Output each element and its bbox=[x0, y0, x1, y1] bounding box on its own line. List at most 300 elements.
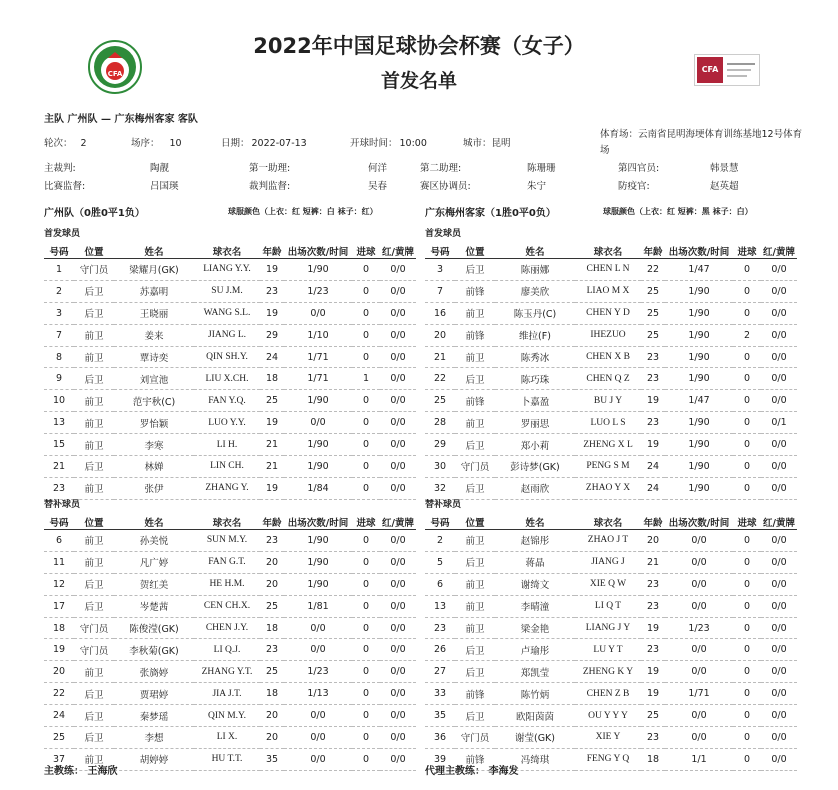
cell-age: 19 bbox=[641, 661, 665, 683]
cell-position: 后卫 bbox=[455, 434, 495, 456]
cell-shirt-name: QIN M.Y. bbox=[194, 705, 260, 727]
cell-name: 罗丽思 bbox=[495, 412, 575, 434]
cell-shirt-name: LI Q.J. bbox=[194, 639, 260, 661]
cell-goals: 0 bbox=[352, 456, 380, 478]
cell-shirt-name: CHEN Q Z bbox=[575, 368, 641, 390]
cell-number: 25 bbox=[425, 390, 455, 412]
cell-position: 后卫 bbox=[74, 456, 114, 478]
away-coach: 代理主教练： 李海发 bbox=[425, 766, 519, 777]
cell-goals: 0 bbox=[352, 259, 380, 281]
cell-appearances: 1/90 bbox=[284, 390, 352, 412]
cell-name: 李寒 bbox=[114, 434, 194, 456]
cell-shirt-name: BU J Y bbox=[575, 390, 641, 412]
cell-appearances: 1/90 bbox=[665, 302, 733, 324]
table-row bbox=[44, 551, 416, 573]
cell-shirt-name: SUN M.Y. bbox=[194, 530, 260, 552]
cell-name: 李晴潼 bbox=[495, 595, 575, 617]
cell-shirt-name: CHEN Y D bbox=[575, 302, 641, 324]
cell-number: 33 bbox=[425, 683, 455, 705]
cell-age: 20 bbox=[260, 573, 284, 595]
cell-cards: 0/0 bbox=[380, 390, 416, 412]
cell-age: 29 bbox=[260, 324, 284, 346]
cell-name: 陈俊滢(GK) bbox=[114, 617, 194, 639]
cell-age: 19 bbox=[641, 390, 665, 412]
cell-goals: 0 bbox=[352, 324, 380, 346]
cell-position: 前卫 bbox=[74, 434, 114, 456]
table-row bbox=[425, 368, 797, 390]
round-info: 轮次： 2 bbox=[44, 138, 87, 149]
cell-appearances: 1/90 bbox=[284, 456, 352, 478]
cell-position: 后卫 bbox=[455, 477, 495, 499]
cell-appearances: 1/90 bbox=[665, 412, 733, 434]
column-header-number: 号码 bbox=[44, 244, 74, 259]
cell-position: 前卫 bbox=[74, 530, 114, 552]
cell-age: 24 bbox=[260, 346, 284, 368]
cell-shirt-name: PENG S M bbox=[575, 456, 641, 478]
cell-position: 前卫 bbox=[455, 346, 495, 368]
cell-position: 后卫 bbox=[455, 705, 495, 727]
cell-age: 19 bbox=[260, 412, 284, 434]
cell-cards: 0/0 bbox=[761, 748, 797, 770]
column-header-appearances: 出场次数/时间 bbox=[665, 244, 733, 259]
column-header-position: 位置 bbox=[455, 515, 495, 530]
cell-goals: 1 bbox=[352, 368, 380, 390]
column-header-number: 号码 bbox=[425, 515, 455, 530]
cell-cards: 0/0 bbox=[380, 705, 416, 727]
cell-goals: 0 bbox=[352, 551, 380, 573]
cell-name: 梁金艳 bbox=[495, 617, 575, 639]
cell-goals: 0 bbox=[352, 530, 380, 552]
table-row bbox=[44, 456, 416, 478]
column-header-cards: 红/黄牌 bbox=[380, 244, 416, 259]
cell-cards: 0/0 bbox=[761, 617, 797, 639]
column-header-age: 年龄 bbox=[641, 244, 665, 259]
cell-cards: 0/0 bbox=[761, 368, 797, 390]
table-row bbox=[44, 259, 416, 281]
cell-appearances: 0/0 bbox=[284, 639, 352, 661]
column-header-name: 姓名 bbox=[495, 515, 575, 530]
column-header-position: 位置 bbox=[74, 244, 114, 259]
table-row bbox=[425, 477, 797, 499]
cell-name: 赵雨欣 bbox=[495, 477, 575, 499]
cell-appearances: 1/90 bbox=[284, 530, 352, 552]
cell-position: 后卫 bbox=[74, 683, 114, 705]
cell-name: 李秋菊(GK) bbox=[114, 639, 194, 661]
column-header-number: 号码 bbox=[425, 244, 455, 259]
cell-shirt-name: XIE Q W bbox=[575, 573, 641, 595]
table-row bbox=[425, 302, 797, 324]
ref-supervisor-name: 吴春 bbox=[368, 181, 388, 192]
cell-shirt-name: CHEN L N bbox=[575, 259, 641, 281]
cell-position: 后卫 bbox=[455, 639, 495, 661]
cell-appearances: 0/0 bbox=[284, 748, 352, 770]
cell-position: 后卫 bbox=[74, 280, 114, 302]
cell-number: 9 bbox=[44, 368, 74, 390]
cell-age: 21 bbox=[641, 551, 665, 573]
table-row bbox=[44, 390, 416, 412]
cell-goals: 0 bbox=[733, 390, 761, 412]
cell-cards: 0/0 bbox=[761, 661, 797, 683]
cell-number: 24 bbox=[44, 705, 74, 727]
cell-goals: 0 bbox=[733, 595, 761, 617]
cell-position: 前卫 bbox=[74, 477, 114, 499]
cell-shirt-name: LIU X.CH. bbox=[194, 368, 260, 390]
cell-number: 26 bbox=[425, 639, 455, 661]
cell-age: 23 bbox=[641, 346, 665, 368]
cell-name: 谢绮文 bbox=[495, 573, 575, 595]
column-header-goals: 进球 bbox=[733, 244, 761, 259]
cell-goals: 0 bbox=[733, 346, 761, 368]
cell-appearances: 1/47 bbox=[665, 259, 733, 281]
cell-position: 前锋 bbox=[455, 280, 495, 302]
ref-supervisor-label: 裁判监督: bbox=[249, 181, 291, 192]
table-row bbox=[425, 390, 797, 412]
cell-number: 15 bbox=[44, 434, 74, 456]
table-row bbox=[44, 617, 416, 639]
cell-shirt-name: ZHENG K Y bbox=[575, 661, 641, 683]
column-header-position: 位置 bbox=[455, 244, 495, 259]
cell-cards: 0/0 bbox=[380, 727, 416, 749]
cell-goals: 0 bbox=[733, 727, 761, 749]
table-row bbox=[44, 727, 416, 749]
cell-cards: 0/0 bbox=[380, 551, 416, 573]
cell-name: 秦梦瑶 bbox=[114, 705, 194, 727]
cell-number: 20 bbox=[425, 324, 455, 346]
cell-appearances: 1/90 bbox=[284, 551, 352, 573]
cell-goals: 0 bbox=[352, 683, 380, 705]
cell-shirt-name: SU J.M. bbox=[194, 280, 260, 302]
cell-cards: 0/0 bbox=[761, 280, 797, 302]
cell-cards: 0/0 bbox=[761, 434, 797, 456]
epidemic-name: 赵英超 bbox=[710, 181, 739, 192]
cell-number: 37 bbox=[44, 748, 74, 770]
cell-number: 17 bbox=[44, 595, 74, 617]
home-subs-label: 替补球员 bbox=[44, 500, 81, 510]
cell-position: 前卫 bbox=[74, 412, 114, 434]
cell-number: 28 bbox=[425, 412, 455, 434]
cell-position: 后卫 bbox=[74, 727, 114, 749]
cell-appearances: 1/71 bbox=[284, 346, 352, 368]
cell-position: 守门员 bbox=[455, 456, 495, 478]
cell-position: 后卫 bbox=[455, 661, 495, 683]
cell-name: 刘宣池 bbox=[114, 368, 194, 390]
table-row bbox=[44, 683, 416, 705]
cell-cards: 0/0 bbox=[380, 661, 416, 683]
cell-name: 廖美欣 bbox=[495, 280, 575, 302]
cell-shirt-name: CHEN X B bbox=[575, 346, 641, 368]
cell-appearances: 0/0 bbox=[665, 530, 733, 552]
cell-cards: 0/0 bbox=[380, 530, 416, 552]
cell-appearances: 0/0 bbox=[665, 573, 733, 595]
cell-goals: 0 bbox=[733, 530, 761, 552]
table-row bbox=[425, 551, 797, 573]
column-header-age: 年龄 bbox=[641, 515, 665, 530]
venue-info: 体育场：云南省昆明海埂体育训练基地12号体育场 bbox=[600, 129, 803, 156]
cell-position: 后卫 bbox=[74, 302, 114, 324]
table-header bbox=[425, 515, 797, 530]
cell-number: 3 bbox=[425, 259, 455, 281]
cell-shirt-name: LUO L S bbox=[575, 412, 641, 434]
cell-age: 23 bbox=[641, 727, 665, 749]
column-header-appearances: 出场次数/时间 bbox=[665, 515, 733, 530]
cell-goals: 0 bbox=[352, 748, 380, 770]
cell-age: 21 bbox=[260, 456, 284, 478]
cell-name: 陈玉丹(C) bbox=[495, 302, 575, 324]
column-header-cards: 红/黄牌 bbox=[380, 515, 416, 530]
cell-goals: 0 bbox=[352, 412, 380, 434]
cell-number: 39 bbox=[425, 748, 455, 770]
cell-name: 罗怡颖 bbox=[114, 412, 194, 434]
cell-cards: 0/0 bbox=[380, 639, 416, 661]
cell-goals: 0 bbox=[352, 302, 380, 324]
table-row bbox=[425, 683, 797, 705]
cell-name: 孙美悦 bbox=[114, 530, 194, 552]
cell-cards: 0/0 bbox=[380, 346, 416, 368]
cell-age: 24 bbox=[641, 456, 665, 478]
cell-number: 35 bbox=[425, 705, 455, 727]
cell-number: 27 bbox=[425, 661, 455, 683]
date-info: 日期： 2022-07-13 bbox=[221, 138, 307, 149]
table-row bbox=[44, 412, 416, 434]
cell-cards: 0/0 bbox=[380, 617, 416, 639]
table-row bbox=[425, 573, 797, 595]
home-starters-label: 首发球员 bbox=[44, 229, 81, 239]
cell-cards: 0/0 bbox=[380, 477, 416, 499]
table-row bbox=[44, 661, 416, 683]
cell-appearances: 0/0 bbox=[284, 705, 352, 727]
cell-appearances: 0/0 bbox=[665, 661, 733, 683]
cell-age: 23 bbox=[641, 412, 665, 434]
cell-appearances: 1/23 bbox=[284, 661, 352, 683]
cell-position: 前锋 bbox=[455, 683, 495, 705]
cell-goals: 0 bbox=[733, 573, 761, 595]
table-row bbox=[44, 477, 416, 499]
cell-number: 30 bbox=[425, 456, 455, 478]
cell-name: 赵锦彤 bbox=[495, 530, 575, 552]
cell-position: 后卫 bbox=[455, 551, 495, 573]
cell-goals: 0 bbox=[352, 434, 380, 456]
cell-cards: 0/0 bbox=[761, 705, 797, 727]
cell-position: 前卫 bbox=[74, 661, 114, 683]
cell-number: 20 bbox=[44, 661, 74, 683]
cell-age: 19 bbox=[641, 617, 665, 639]
cell-goals: 0 bbox=[733, 551, 761, 573]
cell-cards: 0/0 bbox=[380, 259, 416, 281]
cell-name: 郑小莉 bbox=[495, 434, 575, 456]
cell-age: 18 bbox=[260, 683, 284, 705]
ar1-label: 第一助理: bbox=[249, 163, 291, 174]
cell-shirt-name: LU Y T bbox=[575, 639, 641, 661]
cell-age: 25 bbox=[641, 705, 665, 727]
cell-name: 维拉(F) bbox=[495, 324, 575, 346]
cell-position: 后卫 bbox=[455, 368, 495, 390]
cell-position: 后卫 bbox=[74, 595, 114, 617]
cell-cards: 0/0 bbox=[761, 573, 797, 595]
cell-name: 冯绮琪 bbox=[495, 748, 575, 770]
table-row bbox=[425, 530, 797, 552]
cell-shirt-name: JIANG L. bbox=[194, 324, 260, 346]
cell-appearances: 1/81 bbox=[284, 595, 352, 617]
cell-name: 梁耀月(GK) bbox=[114, 259, 194, 281]
cell-appearances: 0/0 bbox=[665, 595, 733, 617]
cell-shirt-name: ZHANG Y. bbox=[194, 477, 260, 499]
cell-cards: 0/0 bbox=[380, 302, 416, 324]
cell-position: 前卫 bbox=[74, 346, 114, 368]
cell-age: 23 bbox=[260, 280, 284, 302]
referee-label: 主裁判: bbox=[44, 163, 76, 174]
city-info: 城市：昆明 bbox=[463, 138, 511, 149]
cell-cards: 0/0 bbox=[380, 368, 416, 390]
cell-name: 覃诗奕 bbox=[114, 346, 194, 368]
cell-age: 25 bbox=[260, 661, 284, 683]
cell-cards: 0/0 bbox=[761, 456, 797, 478]
cell-name: 胡婷婷 bbox=[114, 748, 194, 770]
cell-shirt-name: OU Y Y Y bbox=[575, 705, 641, 727]
cell-position: 前卫 bbox=[455, 530, 495, 552]
cell-age: 23 bbox=[260, 639, 284, 661]
cell-number: 23 bbox=[425, 617, 455, 639]
column-header-cards: 红/黄牌 bbox=[761, 244, 797, 259]
cell-shirt-name: LIANG J Y bbox=[575, 617, 641, 639]
cell-name: 王晓丽 bbox=[114, 302, 194, 324]
epidemic-label: 防疫官: bbox=[618, 181, 650, 192]
column-header-age: 年龄 bbox=[260, 515, 284, 530]
cell-shirt-name: LIAO M X bbox=[575, 280, 641, 302]
cell-shirt-name: CHEN J.Y. bbox=[194, 617, 260, 639]
home-kit-colors: 球服颜色（上衣：红 短裤：白 袜子：红） bbox=[228, 207, 378, 216]
cell-goals: 2 bbox=[733, 324, 761, 346]
cell-cards: 0/0 bbox=[380, 434, 416, 456]
cell-appearances: 1/90 bbox=[665, 456, 733, 478]
cell-age: 19 bbox=[260, 302, 284, 324]
cell-name: 张旖婷 bbox=[114, 661, 194, 683]
cell-shirt-name: ZHENG X L bbox=[575, 434, 641, 456]
cell-number: 36 bbox=[425, 727, 455, 749]
cell-age: 23 bbox=[260, 530, 284, 552]
field-info: 场序： 10 bbox=[131, 138, 182, 149]
cell-age: 25 bbox=[641, 280, 665, 302]
cell-age: 20 bbox=[260, 551, 284, 573]
cell-goals: 0 bbox=[352, 705, 380, 727]
cell-age: 19 bbox=[641, 683, 665, 705]
cell-goals: 0 bbox=[352, 639, 380, 661]
cell-appearances: 1/23 bbox=[284, 280, 352, 302]
table-header bbox=[44, 515, 416, 530]
cell-appearances: 1/84 bbox=[284, 477, 352, 499]
cell-appearances: 1/13 bbox=[284, 683, 352, 705]
cell-number: 7 bbox=[425, 280, 455, 302]
cell-age: 22 bbox=[641, 259, 665, 281]
cell-cards: 0/0 bbox=[761, 727, 797, 749]
cell-shirt-name: CHEN Z B bbox=[575, 683, 641, 705]
table-row bbox=[44, 530, 416, 552]
cell-cards: 0/0 bbox=[761, 346, 797, 368]
cfa-emblem-icon bbox=[88, 40, 142, 94]
cell-number: 29 bbox=[425, 434, 455, 456]
table-row bbox=[425, 639, 797, 661]
cell-appearances: 1/90 bbox=[665, 434, 733, 456]
cell-age: 21 bbox=[260, 434, 284, 456]
cell-shirt-name: QIN SH.Y. bbox=[194, 346, 260, 368]
cell-appearances: 0/0 bbox=[284, 727, 352, 749]
cell-goals: 0 bbox=[352, 595, 380, 617]
table-row bbox=[44, 280, 416, 302]
table-row bbox=[425, 705, 797, 727]
cell-position: 守门员 bbox=[74, 259, 114, 281]
cell-appearances: 0/0 bbox=[284, 412, 352, 434]
cell-number: 6 bbox=[425, 573, 455, 595]
cell-appearances: 0/0 bbox=[665, 551, 733, 573]
cell-age: 23 bbox=[641, 639, 665, 661]
cell-shirt-name: ZHAO Y X bbox=[575, 477, 641, 499]
column-header-position: 位置 bbox=[74, 515, 114, 530]
cell-goals: 0 bbox=[352, 280, 380, 302]
cell-shirt-name: IHEZUO bbox=[575, 324, 641, 346]
cell-shirt-name: JIA J.T. bbox=[194, 683, 260, 705]
cell-shirt-name: XIE Y bbox=[575, 727, 641, 749]
cell-position: 前锋 bbox=[455, 748, 495, 770]
column-header-number: 号码 bbox=[44, 515, 74, 530]
table-row bbox=[425, 259, 797, 281]
cell-name: 贾珺婷 bbox=[114, 683, 194, 705]
column-header-name: 姓名 bbox=[495, 244, 575, 259]
cell-goals: 0 bbox=[352, 617, 380, 639]
table-row bbox=[425, 661, 797, 683]
table-header bbox=[44, 244, 416, 259]
cell-appearances: 1/90 bbox=[284, 434, 352, 456]
cell-cards: 0/0 bbox=[761, 530, 797, 552]
cell-age: 24 bbox=[641, 477, 665, 499]
cell-number: 6 bbox=[44, 530, 74, 552]
cell-age: 25 bbox=[260, 390, 284, 412]
cell-number: 22 bbox=[44, 683, 74, 705]
cell-age: 19 bbox=[641, 434, 665, 456]
cell-cards: 0/0 bbox=[761, 390, 797, 412]
cell-name: 彭诗梦(GK) bbox=[495, 456, 575, 478]
table-row bbox=[44, 346, 416, 368]
table-row bbox=[425, 346, 797, 368]
cell-name: 陈竹炳 bbox=[495, 683, 575, 705]
cell-age: 18 bbox=[260, 368, 284, 390]
cell-shirt-name: FAN G.T. bbox=[194, 551, 260, 573]
cell-name: 欧阳茵茵 bbox=[495, 705, 575, 727]
cfa-badge-text: CFA bbox=[697, 57, 723, 83]
column-header-appearances: 出场次数/时间 bbox=[284, 515, 352, 530]
column-header-appearances: 出场次数/时间 bbox=[284, 244, 352, 259]
cell-goals: 0 bbox=[733, 477, 761, 499]
cell-goals: 0 bbox=[352, 727, 380, 749]
cell-goals: 0 bbox=[352, 390, 380, 412]
cell-name: 卢瑜彤 bbox=[495, 639, 575, 661]
cell-cards: 0/0 bbox=[761, 639, 797, 661]
away-subs-label: 替补球员 bbox=[425, 500, 462, 510]
cell-goals: 0 bbox=[352, 661, 380, 683]
table-row bbox=[44, 434, 416, 456]
cell-position: 前卫 bbox=[74, 551, 114, 573]
cell-appearances: 1/71 bbox=[665, 683, 733, 705]
cell-appearances: 1/71 bbox=[284, 368, 352, 390]
cell-position: 前卫 bbox=[74, 748, 114, 770]
cell-number: 13 bbox=[425, 595, 455, 617]
cell-age: 20 bbox=[641, 530, 665, 552]
column-header-goals: 进球 bbox=[352, 244, 380, 259]
cell-appearances: 0/0 bbox=[284, 302, 352, 324]
cell-age: 20 bbox=[260, 727, 284, 749]
cell-goals: 0 bbox=[733, 280, 761, 302]
cell-goals: 0 bbox=[733, 617, 761, 639]
cell-cards: 0/0 bbox=[380, 748, 416, 770]
kickoff-info: 开球时间： 10:00 bbox=[350, 138, 427, 149]
